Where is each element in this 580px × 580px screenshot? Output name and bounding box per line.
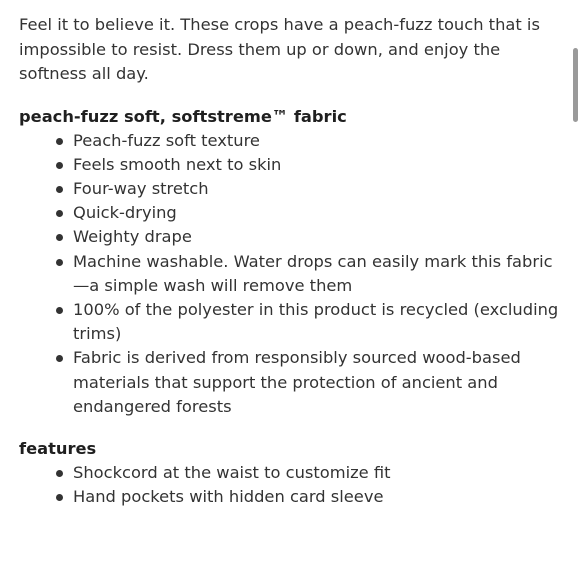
list-item	[19, 177, 567, 201]
list-item-text: Fabric is derived from responsibly sourced wood-based materials that support the protection of ancient and endangered forests	[73, 348, 521, 416]
list-item	[19, 201, 567, 225]
product-description	[19, 13, 567, 509]
list-item	[19, 129, 567, 153]
list-item-text: Weighty drape	[73, 227, 192, 247]
list-item-text: Peach-fuzz soft texture	[73, 130, 260, 150]
list-item	[19, 298, 567, 346]
list-item-text: 100% of the polyester in this product is recycled (excluding trims)	[73, 299, 559, 344]
bullet-icon	[56, 138, 63, 145]
bullet-icon	[56, 494, 63, 501]
list-item-text: Feels smooth next to skin	[73, 154, 282, 174]
list-item	[19, 250, 567, 298]
bullet-icon	[56, 355, 63, 362]
list-item	[19, 461, 567, 485]
list-item	[19, 153, 567, 177]
features-heading: features	[19, 438, 97, 458]
list-item-text: Hand pockets with hidden card sleeve	[73, 487, 384, 507]
list-item-text: Quick-drying	[73, 203, 177, 223]
list-item	[19, 225, 567, 249]
bullet-icon	[56, 307, 63, 314]
scrollbar[interactable]	[573, 48, 578, 122]
bullet-icon	[56, 470, 63, 477]
list-item	[19, 346, 567, 419]
features-list	[19, 461, 567, 509]
list-item-text: Shockcord at the waist to customize fit	[73, 462, 391, 482]
list-item	[19, 485, 567, 509]
intro-paragraph: Feel it to believe it. These crops have a peach-fuzz touch that is impossible to resist. Dress them up or down, and enjoy the softness all day.	[19, 15, 540, 83]
bullet-icon	[56, 259, 63, 266]
list-item-text: Machine washable. Water drops can easily mark this fabric—a simple wash will remove them	[73, 251, 553, 295]
bullet-icon	[56, 210, 63, 217]
list-item-text: Four-way stretch	[73, 178, 209, 198]
bullet-icon	[56, 162, 63, 169]
fabric-list	[19, 129, 567, 419]
bullet-icon	[56, 186, 63, 193]
bullet-icon	[56, 234, 63, 241]
fabric-heading: peach-fuzz soft, softstreme™ fabric	[19, 106, 347, 126]
